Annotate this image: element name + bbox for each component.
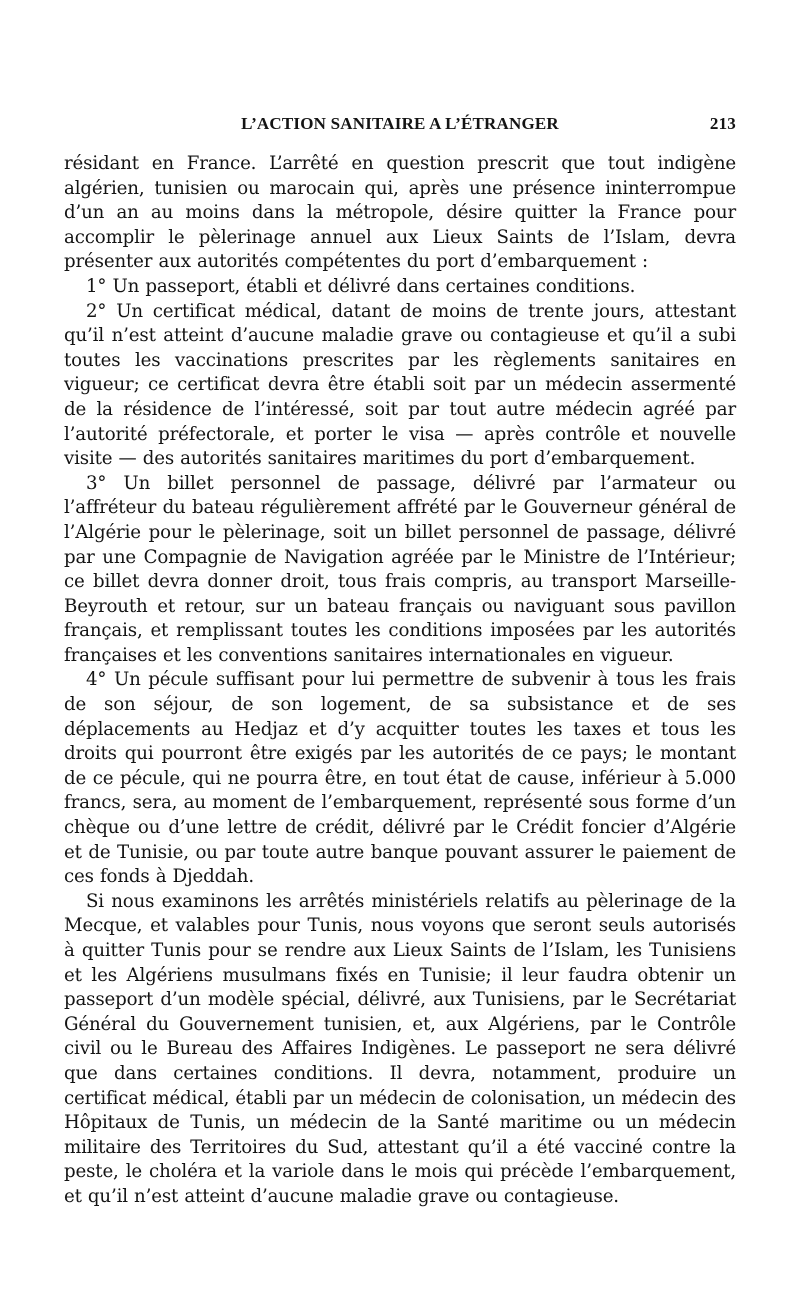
paragraph-item-3-ticket: 3° Un billet personnel de passage, délivré par l’armateur ou l’affréteur du bateau régulièrement affrété par le Gouverneur général de l’Algérie pour le pèlerinage, soit un billet personnel de passage, délivré par une Compagnie de Navigation agréée par le Ministre de l’Intérieur; ce billet devra donner droit, tous frais compris, au transport Marseille-Beyrouth et retour, sur un bateau français ou naviguant sous pavillon français, et remplissant toutes les conditions imposées par les autorités françaises et les conventions sanitaires internationales en vigueur. [64,472,736,666]
paragraph-continuation: résidant en France. L’arrêté en question prescrit que tout indigène algérien, tunisien ou marocain qui, après une présence ininterrompue d’un an au moins dans la métropole, désire quitter la France pour accomplir le pèlerinage annuel aux Lieux Saints de l’Islam, devra présenter aux autorités compétentes du port d’embarquement : [64,153,736,273]
paragraph-item-4-funds: 4° Un pécule suffisant pour lui permettre de subvenir à tous les frais de son séjour, de son logement, de sa subsistance et de ses déplacements au Hedjaz et d’y acquitter toutes les taxes et tous les droits qui pourront être exigés par les autorités de ce pays; le montant de ce pécule, qui ne pourra être, en tout état de cause, inférieur à 5.000 francs, sera, au moment de l’embarquement, représenté sous forme d’un chèque ou d’une lettre de crédit, délivré par le Crédit foncier d’Algérie et de Tunisie, ou par toute autre banque pouvant assurer le paiement de ces fonds à Djeddah. [64,669,736,888]
running-title: L’ACTION SANITAIRE A L’ÉTRANGER [241,114,559,133]
paragraph-tunis: Si nous examinons les arrêtés ministériels relatifs au pèlerinage de la Mecque, et valables pour Tunis, nous voyons que seront seuls autorisés à quitter Tunis pour se rendre aux Lieux Saints de l’Islam, les Tunisiens et les Algériens musulmans fixés en Tunisie; il leur faudra obtenir un passeport d’un modèle spécial, délivré, aux Tunisiens, par le Secrétariat Général du Gouvernement tunisien, et, aux Algériens, par le Contrôle civil ou le Bureau des Affaires Indigènes. Le passeport ne sera délivré que dans certaines conditions. Il devra, notamment, produire un certificat médical, établi par un médecin de colonisation, un médecin des Hôpitaux de Tunis, un médecin de la Santé maritime ou un médecin militaire des Territoires du Sud, attestant qu’il a été vacciné contre la peste, le choléra et la variole dans le mois qui précède l’embarquement, et qu’il n’est atteint d’aucune maladie grave ou contagieuse. [64,890,736,1207]
body-text [64,152,736,1210]
book-page [64,108,736,1210]
paragraph-item-1-passport: 1° Un passeport, établi et délivré dans certaines conditions. [86,275,636,297]
running-header [64,108,736,142]
page-number: 213 [709,114,736,133]
paragraph-item-2-medical-certificate: 2° Un certificat médical, datant de moins de trente jours, attestant qu’il n’est atteint d’aucune maladie grave ou contagieuse et qu’il a subi toutes les vaccinations prescrites par les règlements sanitaires en vigueur; ce certificat devra être établi soit par un médecin assermenté de la résidence de l’intéressé, soit par tout autre médecin agréé par l’autorité préfectorale, et porter le visa — après contrôle et nouvelle visite — des autorités sanitaires maritimes du port d’embarquement. [64,300,736,470]
